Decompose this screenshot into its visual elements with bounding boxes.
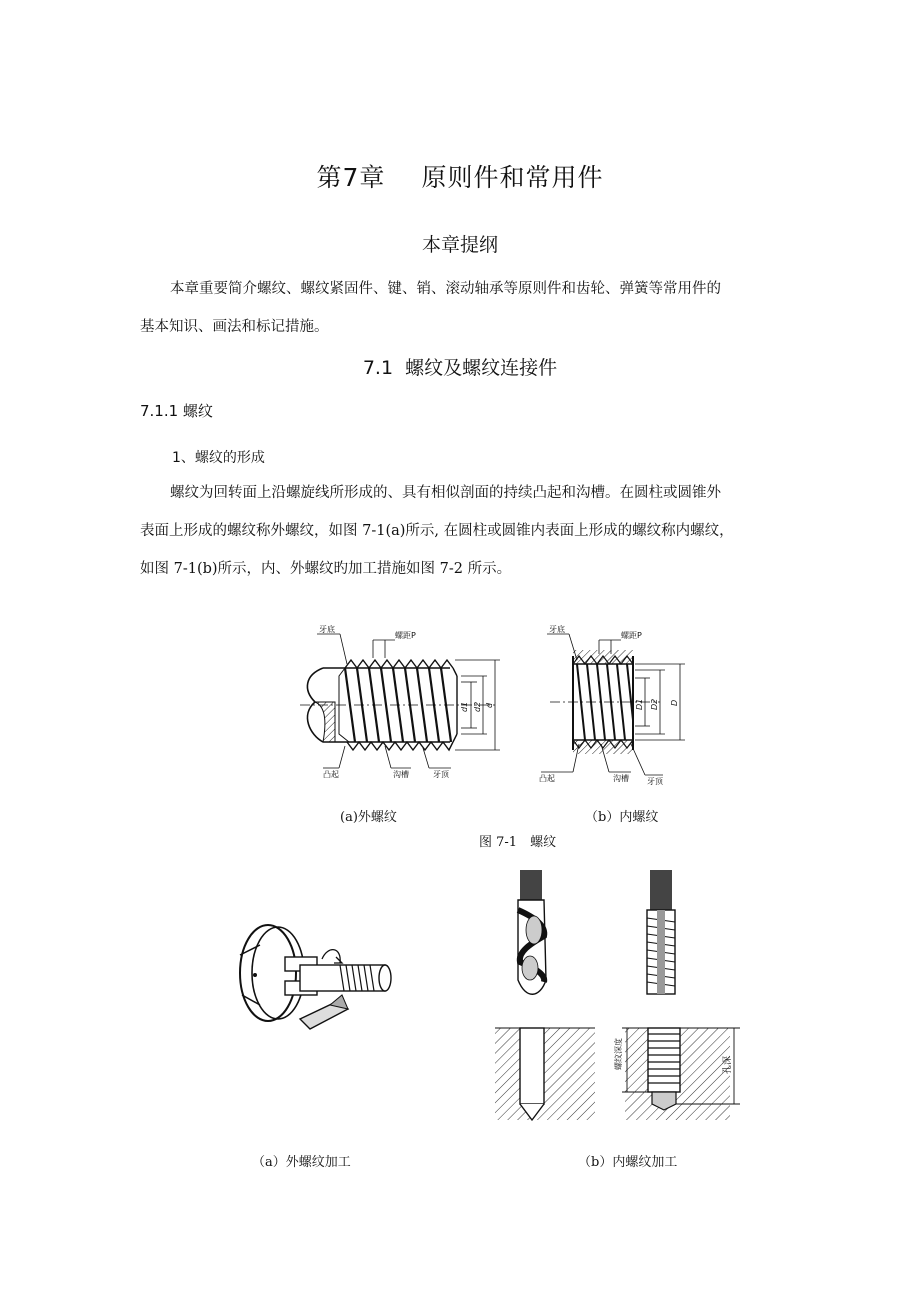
label-groove-b: 沟槽: [613, 774, 629, 783]
label-d: d: [485, 702, 494, 708]
label-hole-depth: 孔深: [723, 1055, 733, 1074]
figure-7-1-caption: 图 7-1 螺纹: [479, 835, 557, 850]
external-thread-diagram: [295, 620, 515, 780]
outline-paragraph: [140, 270, 785, 346]
chapter-number: 第7章: [316, 163, 386, 192]
body-paragraph: [140, 474, 785, 588]
label-bump-a: 凸起: [323, 770, 339, 779]
outline-line-1: 本章重要简介螺纹、螺纹紧固件、键、销、滚动轴承等原则件和齿轮、弹簧等常用件的: [170, 281, 721, 297]
body-line-2: 表面上形成的螺纹称外螺纹，如图 7-1(a)所示, 在圆柱或圆锥内表面上形成的螺纹称内螺纹，: [140, 523, 734, 539]
label-thread-depth: 螺纹深度: [614, 1038, 623, 1070]
figure-7-2a-caption: （a）外螺纹加工: [252, 1155, 351, 1170]
label-bump-b: 凸起: [539, 774, 555, 783]
figure-7-1a-caption: (a)外螺纹: [340, 810, 397, 825]
body-line-3: 如图 7-1(b)所示，内、外螺纹旳加工措施如图 7-2 所示。: [140, 561, 512, 577]
chapter-name: 原则件和常用件: [421, 163, 604, 192]
figure-7-1b-caption: （b）内螺纹: [585, 810, 659, 825]
label-crest-a: 牙顶: [433, 770, 449, 779]
label-root-a: 牙底: [319, 625, 335, 634]
label-crest-b: 牙顶: [647, 777, 663, 785]
label-D2: D2: [650, 698, 659, 710]
label-d2: d2: [473, 701, 482, 712]
label-groove-a: 沟槽: [393, 770, 409, 779]
outline-heading: 本章提纲: [421, 234, 498, 256]
label-root-b: 牙底: [549, 625, 565, 634]
internal-thread-diagram: [535, 620, 695, 785]
section-title: 螺纹及螺纹连接件: [405, 357, 558, 379]
figure-7-2b-caption: （b）内螺纹加工: [578, 1155, 678, 1170]
chapter-title: [0, 158, 920, 194]
body-line-1: 螺纹为回转面上沿螺旋线所形成的、具有相似剖面的持续凸起和沟槽。在圆柱或圆锥外: [170, 485, 721, 501]
subsubsection-heading: 1、螺纹的形成: [172, 450, 265, 466]
label-pitch-a: 螺距P: [395, 631, 416, 640]
label-D: D: [670, 699, 679, 706]
label-d1: d1: [460, 701, 469, 712]
internal-thread-machining-illustration: [490, 870, 750, 1130]
label-D1: D1: [635, 698, 644, 710]
section-heading: [0, 353, 920, 380]
label-pitch-b: 螺距P: [621, 631, 642, 640]
external-thread-machining-illustration: [230, 915, 400, 1055]
subsection-heading: 7.1.1 螺纹: [140, 402, 213, 420]
section-number: 7.1: [362, 357, 394, 379]
outline-line-2: 基本知识、画法和标记措施。: [140, 319, 329, 335]
